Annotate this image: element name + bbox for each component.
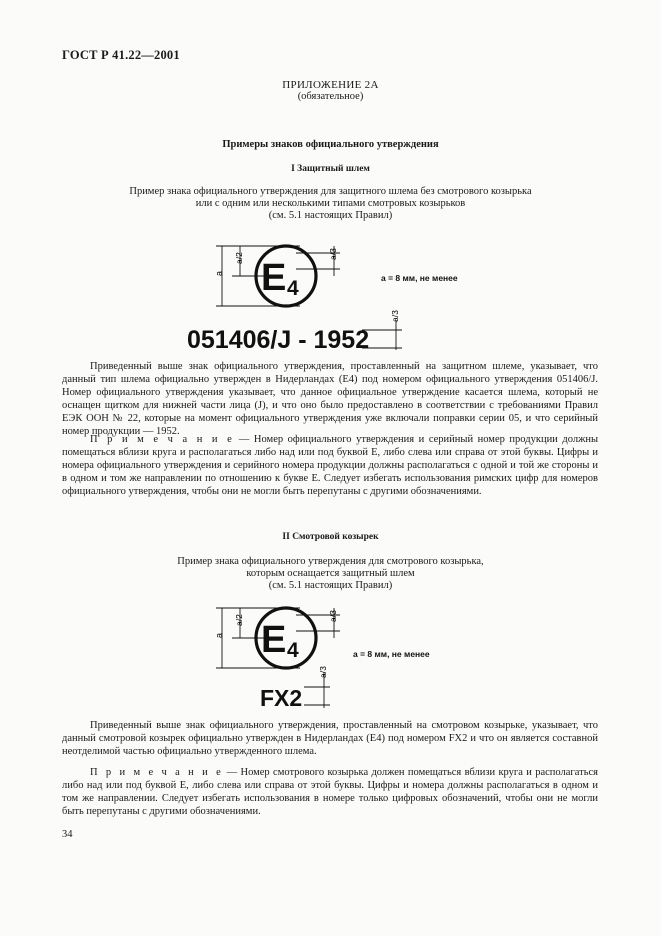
- section1-caption-line-1: Пример знака официального утверждения для защитного шлема без смотрового козырька: [129, 186, 532, 197]
- country-number: 4: [287, 639, 299, 662]
- section2-heading: II Смотровой козырек: [282, 532, 379, 542]
- appendix-status: (обязательное): [297, 91, 364, 102]
- section1-approval-mark: [0, 232, 661, 362]
- section2-approval-mark: [0, 598, 661, 716]
- section2-caption-line-2: которым оснащается защитный шлем: [246, 568, 415, 579]
- dim-a2-label: a/2: [234, 252, 244, 264]
- section1-caption-line-2: или с одним или несколькими типами смотровых козырьков: [195, 198, 466, 209]
- page-number: 34: [62, 829, 73, 840]
- number-dim-a3-label: a/3: [318, 666, 328, 678]
- approval-letter-e: E: [261, 619, 287, 661]
- approval-letter-e: E: [261, 257, 287, 299]
- dim-a-label: a: [214, 632, 224, 638]
- country-number: 4: [287, 277, 299, 300]
- note-text: — Номер смотрового козырька должен помещаться вблизи круга и располагаться либо над или под буквой E, либо слева или справа от этой буквы. Цифры и номера должны располагаться в одном и том же направлении. Следует избегать использования в номере только цифровых обозначений, чтобы они не могли быть перепутаны с другими обозначениями.: [62, 767, 598, 818]
- standard-code: ГОСТ Р 41.22—2001: [62, 48, 180, 62]
- section1-caption-line-3: (см. 5.1 настоящих Правил): [268, 210, 393, 221]
- size-note: a = 8 мм, не менее: [381, 273, 458, 283]
- note-text: — Номер официального утверждения и серийный номер продукции должны помещаться вблизи круга и располагаться либо над или под буквой E, либо слева или справа от этой буквы. Цифры и номера официального утверждения и серийного номера продукции должны располагаться с одной и той же стороны и в одном и том же направлении по отношению к букве E. Следует избегать использования римских цифр для номеров официального утверждения, чтобы они не могли быть перепутаны с другими обозначениями.: [62, 434, 598, 498]
- main-heading: Примеры знаков официального утверждения: [222, 139, 439, 150]
- dim-a2-label: a/2: [234, 614, 244, 626]
- size-note: a = 8 мм, не менее: [353, 649, 430, 659]
- section1-paragraph: Приведенный выше знак официального утверждения, проставленный на защитном шлеме, указывает, что данный тип шлема официально утвержден в Нидерландах (E4) под номером официального утверждения 051406/J. Номер официального утверждения указывает, что данное официальное утверждение касается шлема, который не оснащен щитком для нижней части лица (J), и что оно было предоставлено в соответствии с требованиями Правил ЕЭК ООН № 22, которые на момент официального утверждения уже включали поправки серии 05, и что серийный номер продукции — 1952.: [62, 361, 598, 438]
- dim-a-label: a: [214, 270, 224, 276]
- dim-a3-label: a/3: [328, 248, 338, 260]
- note-label: П р и м е ч а н и е: [90, 767, 224, 778]
- approval-number: 051406/J - 1952: [187, 326, 370, 354]
- note-label: П р и м е ч а н и е: [90, 434, 235, 445]
- section2-note: [62, 766, 598, 818]
- dim-a3-label: a/3: [328, 610, 338, 622]
- approval-number: FX2: [260, 685, 303, 711]
- section2-caption-line-1: Пример знака официального утверждения для смотрового козырька,: [177, 556, 484, 567]
- number-dim-a3-label: a/3: [390, 310, 400, 322]
- section2-caption-line-3: (см. 5.1 настоящих Правил): [268, 580, 393, 591]
- appendix-title: ПРИЛОЖЕНИЕ 2А: [282, 79, 379, 91]
- section2-paragraph: Приведенный выше знак официального утверждения, проставленный на смотровом козырьке, указывает, что данный смотровой козырек официально утвержден в Нидерландах (E4) под номером FX2 и что он является составной неотделимой частью официально утвержденного шлема.: [62, 720, 598, 758]
- section1-heading: I Защитный шлем: [291, 164, 370, 174]
- section1-note: [62, 433, 598, 498]
